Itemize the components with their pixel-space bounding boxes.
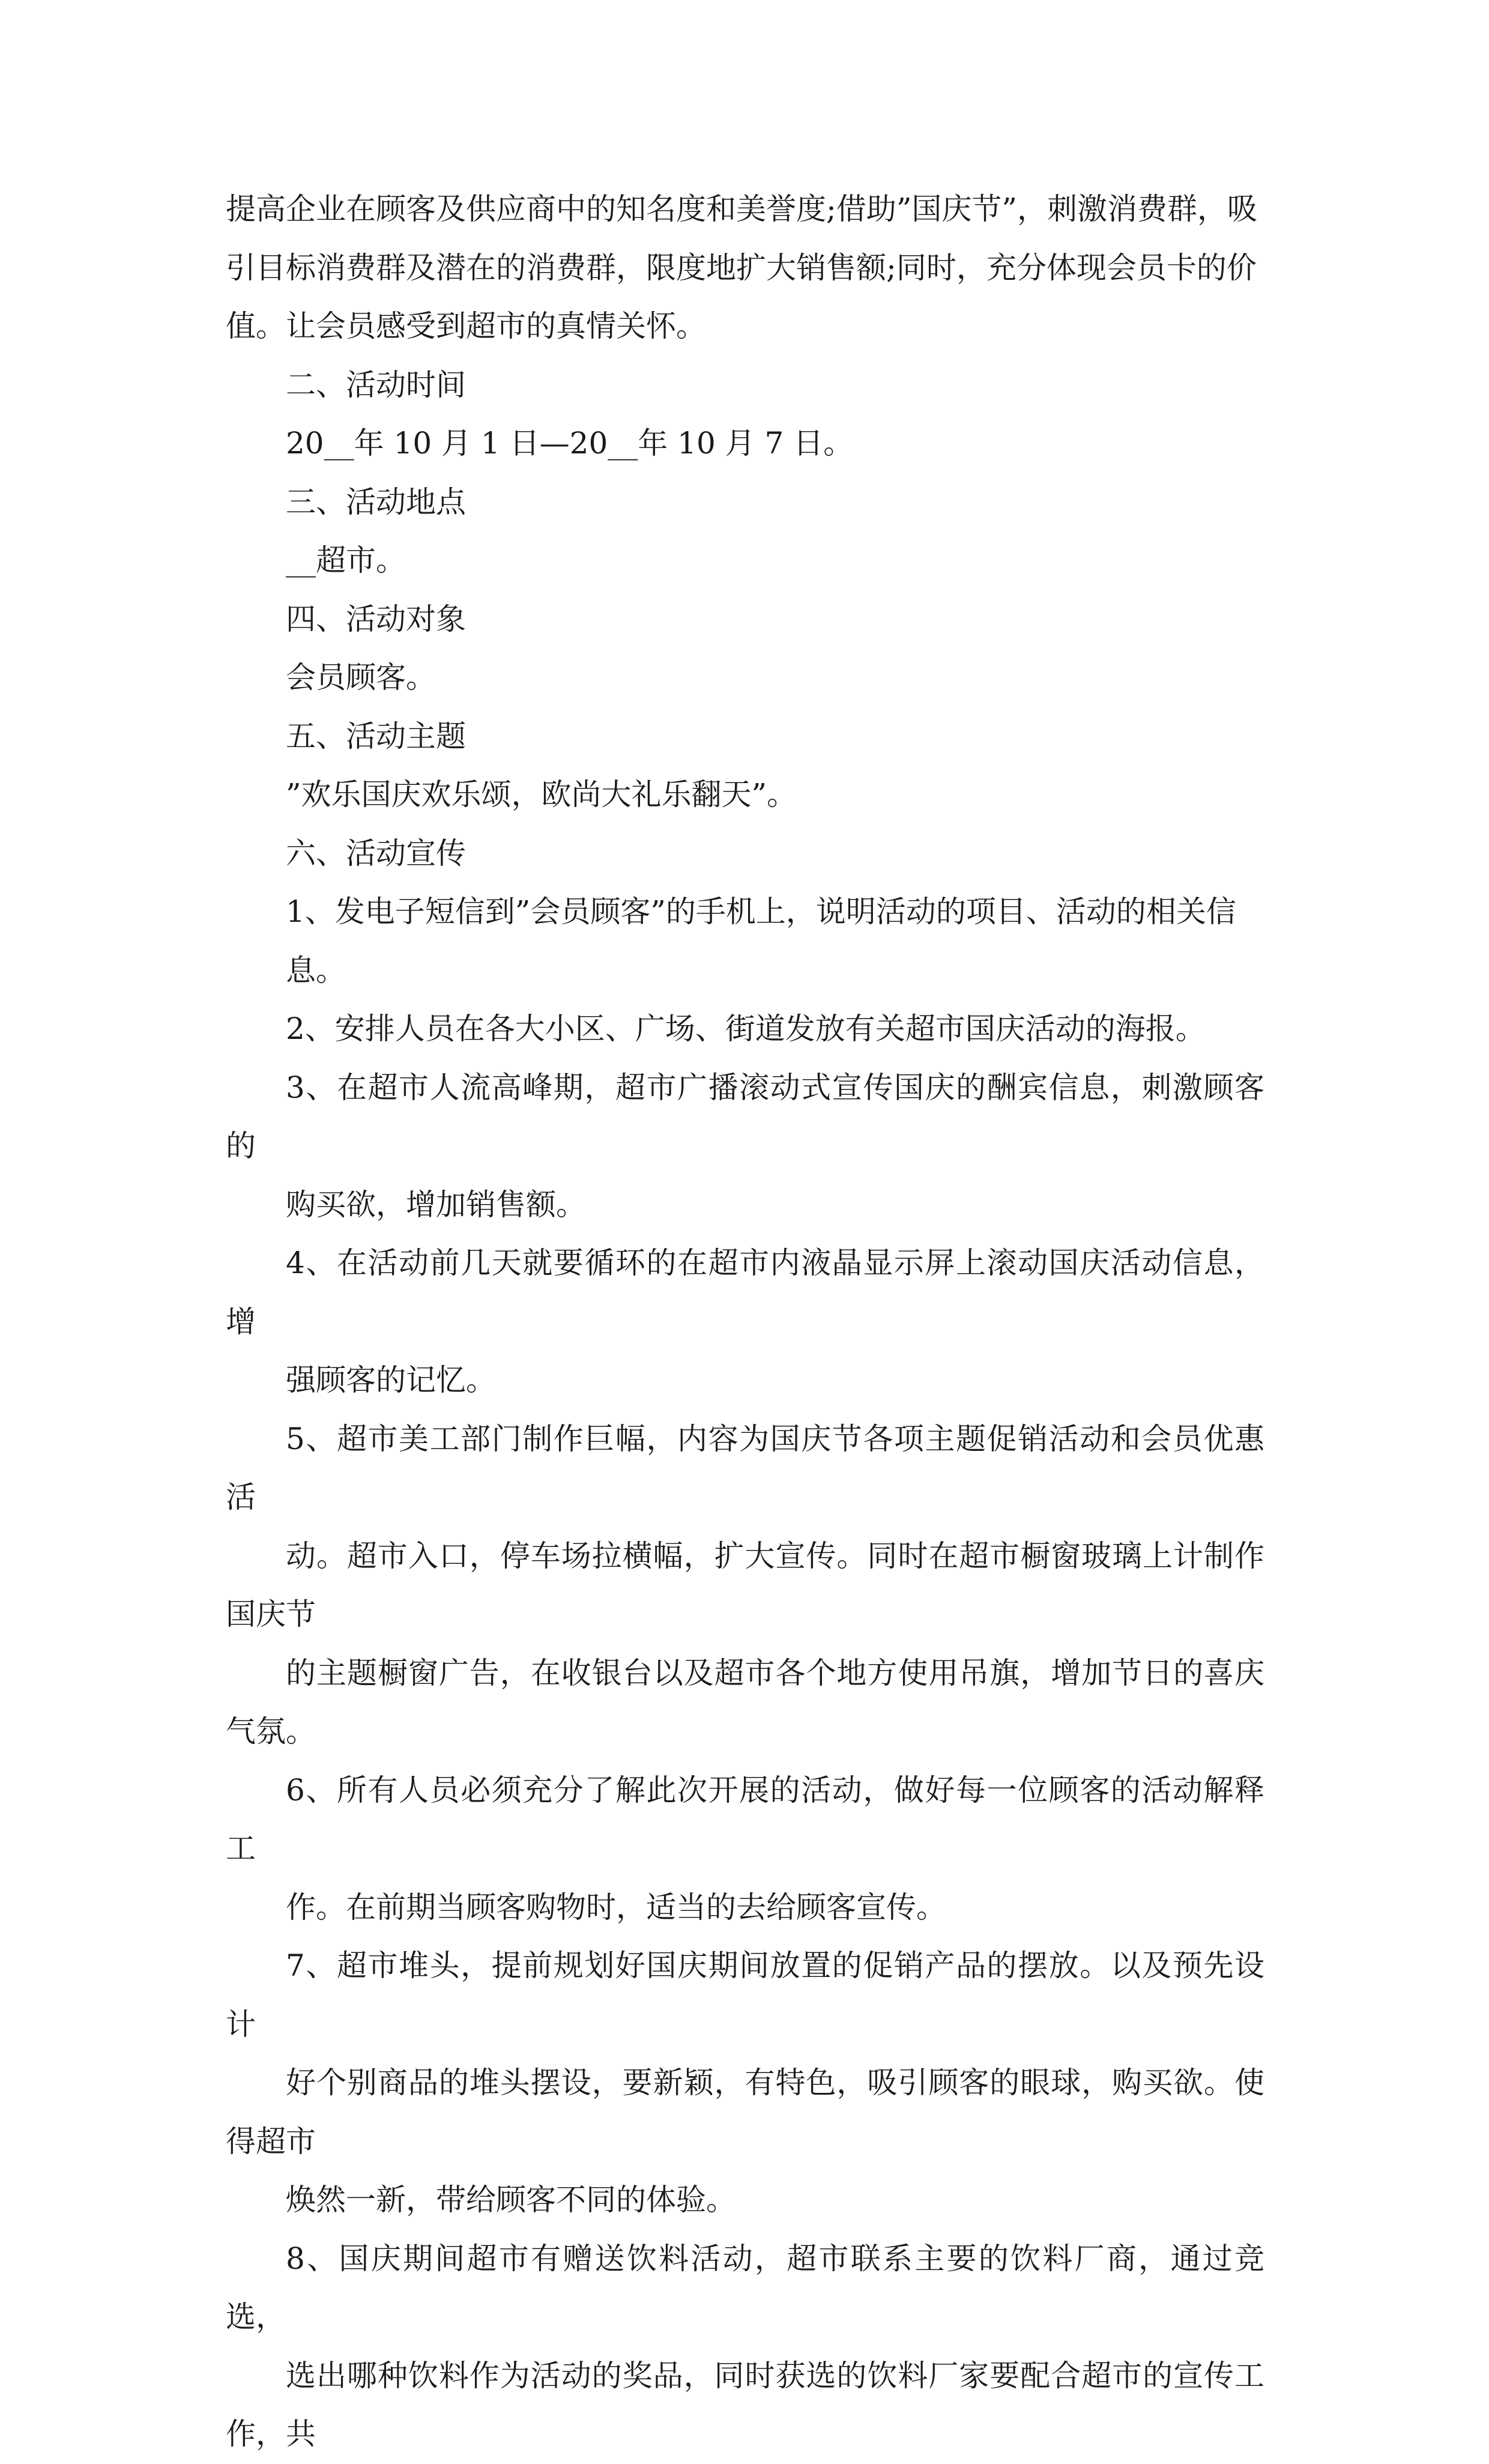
text-line: 7、超市堆头，提前规划好国庆期间放置的促销产品的摆放。以及预先设计: [226, 1948, 1264, 2042]
text-line: 3、在超市人流高峰期，超市广播滚动式宣传国庆的酬宾信息，刺激顾客的: [226, 1070, 1264, 1163]
text-line: 引目标消费群及潜在的消费群，限度地扩大销售额;同时，充分体现会员卡的价: [226, 250, 1257, 285]
text-line: 动。超市入口，停车场拉横幅，扩大宣传。同时在超市橱窗玻璃上计制作国庆节: [226, 1538, 1264, 1632]
paragraph: [226, 649, 1264, 707]
text-line: 三、活动地点: [286, 484, 466, 519]
document-body: [226, 180, 1264, 2464]
paragraph: [226, 531, 1264, 590]
text-line: 息。: [286, 952, 346, 988]
paragraph: [226, 414, 1264, 473]
paragraph: [226, 590, 1264, 649]
text-line: 六、活动宣传: [286, 835, 466, 871]
text-line: 四、活动对象: [286, 601, 466, 637]
paragraph: [226, 707, 1264, 766]
text-line: 提高企业在顾客及供应商中的知名度和美誉度;借助”国庆节”，刺激消费群，吸: [226, 192, 1257, 226]
text-line: 五、活动主题: [286, 718, 466, 754]
text-line: 4、在活动前几天就要循环的在超市内液晶显示屏上滚动国庆活动信息，增: [226, 1246, 1264, 1339]
text-line: 作。在前期当顾客购物时，适当的去给顾客宣传。: [286, 1889, 946, 1925]
text-line: 1、发电子短信到”会员顾客”的手机上，说明活动的项目、活动的相关信: [286, 894, 1236, 929]
paragraph: [226, 2230, 1264, 2464]
text-line: 好个别商品的堆头摆设，要新颖，有特色，吸引顾客的眼球，购买欲。使得超市: [226, 2065, 1264, 2159]
paragraph: [226, 180, 1264, 356]
text-line: 6、所有人员必须充分了解此次开展的活动，做好每一位顾客的活动解释工: [226, 1772, 1264, 1866]
paragraph: [226, 825, 1264, 883]
paragraph: [226, 1059, 1264, 1235]
paragraph: [226, 356, 1264, 415]
paragraph: [226, 1000, 1264, 1059]
text-line: 8、国庆期间超市有赠送饮料活动，超市联系主要的饮料厂商，通过竞选，: [226, 2241, 1264, 2334]
text-line: 选出哪种饮料作为活动的奖品，同时获选的饮料厂家要配合超市的宣传工作，共: [226, 2358, 1264, 2451]
text-line: 强顾客的记忆。: [286, 1363, 496, 1397]
text-line: 会员顾客。: [286, 660, 436, 695]
paragraph: [226, 766, 1264, 825]
paragraph: [226, 1410, 1264, 1761]
paragraph: [226, 883, 1264, 1000]
paragraph: [226, 473, 1264, 532]
text-line: 焕然一新，带给顾客不同的体验。: [286, 2182, 736, 2217]
text-line: 购买欲，增加销售额。: [286, 1187, 586, 1222]
text-line: 5、超市美工部门制作巨幅，内容为国庆节各项主题促销活动和会员优惠活: [226, 1421, 1264, 1515]
text-line: 2、安排人员在各大小区、广场、街道发放有关超市国庆活动的海报。: [286, 1011, 1206, 1046]
paragraph: [226, 1761, 1264, 1937]
text-line: 二、活动时间: [286, 367, 466, 402]
text-line: 值。让会员感受到超市的真情关怀。: [226, 309, 706, 344]
text-line: 20__年 10 月 1 日—20__年 10 月 7 日。: [286, 426, 854, 461]
text-line: __超市。: [286, 543, 406, 578]
paragraph: [226, 1937, 1264, 2230]
text-line: 的主题橱窗广告，在收银台以及超市各个地方使用吊旗，增加节日的喜庆气氛。: [226, 1655, 1264, 1749]
paragraph: [226, 1234, 1264, 1410]
text-line: ”欢乐国庆欢乐颂，欧尚大礼乐翻天”。: [286, 777, 797, 812]
